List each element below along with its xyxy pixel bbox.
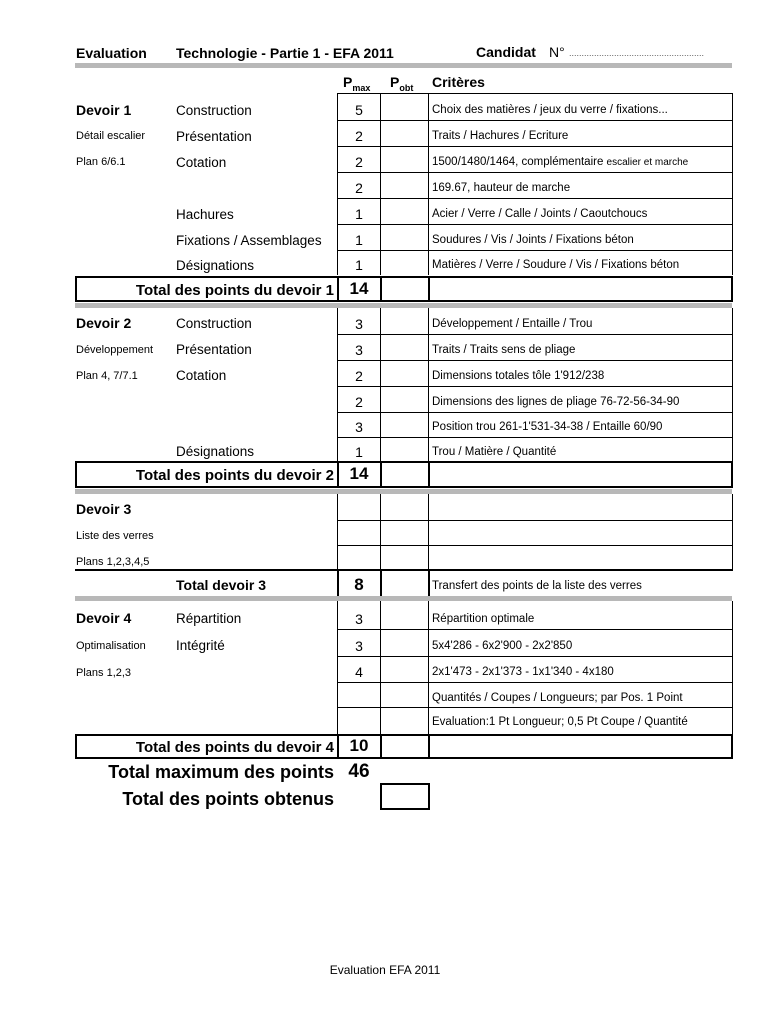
devoir2-pobt-input[interactable] [381,413,428,437]
devoir4-pobt-input[interactable] [381,657,428,682]
grid-line [428,461,430,488]
grid-line [428,601,429,734]
devoir1-row-label: Fixations / Assemblages [176,233,322,248]
devoir3-plan: Plans 1,2,3,4,5 [76,556,150,568]
devoir1-pmax: 1 [355,206,363,222]
devoir1-critere: 1500/1480/1464, complémentaire escalier et marche [432,156,689,168]
devoir4-total-value: 10 [349,736,369,755]
devoir2-total-label: Total des points du devoir 2 [135,467,334,484]
devoir1-pobt-input[interactable] [381,173,428,198]
devoir2-pmax: 3 [355,316,363,332]
total-max-value: 46 [348,761,370,782]
devoir2-critere: Dimensions totales tôle 1'912/238 [432,370,605,382]
grid-line [337,494,338,569]
section-divider [75,303,732,308]
devoir4-subtitle: Optimalisation [76,640,146,652]
devoir1-title: Devoir 1 [76,102,132,118]
devoir2-subtitle: Développement [76,344,154,356]
col-pmax-header: $P_{max}$ [343,74,371,93]
devoir1-total-label: Total des points du devoir 1 [135,282,334,299]
section-divider [75,596,732,601]
col-pobt-header: $P_{obt}$ [390,74,414,93]
devoir2-pmax: 2 [355,394,363,410]
header-candidat: Candidat [476,44,536,60]
header-numero: N° [549,44,565,60]
total-obtenus-label: Total des points obtenus [122,789,334,809]
devoir1-total-value: 14 [349,279,369,298]
grid-line [732,601,733,734]
devoir1-critere: Traits / Hachures / Ecriture [432,130,569,142]
devoir2-row-label: Présentation [176,342,252,357]
header-title: Technologie - Partie 1 - EFA 2011 [176,45,394,61]
devoir4-pmax: 3 [355,638,363,654]
devoir4-total-pobt-input[interactable] [382,736,428,757]
devoir1-pobt-input[interactable] [381,94,428,120]
grid-line [337,308,338,461]
devoir3-total-label: Total devoir 3 [176,577,266,593]
devoir4-pmax: 4 [355,664,363,680]
devoir2-total-pobt-input[interactable] [382,463,428,486]
devoir2-total-value: 14 [349,464,369,483]
header-rule [75,63,732,68]
devoir1-pmax: 2 [355,180,363,196]
devoir1-pmax: 1 [355,232,363,248]
devoir3-title: Devoir 3 [76,501,132,517]
devoir2-pmax: 3 [355,342,363,358]
page-footer: Evaluation EFA 2011 [329,963,441,977]
devoir2-pmax: 1 [355,444,363,460]
devoir4-critere: 2x1'473 - 2x1'373 - 1x1'340 - 4x180 [432,666,614,678]
devoir4-pobt-input[interactable] [381,708,428,734]
devoir1-critere: Matières / Verre / Soudure / Vis / Fixations béton [432,259,680,271]
total-obtenus-input[interactable] [380,783,430,810]
devoir4-critere: 5x4'286 - 6x2'900 - 2x2'850 [432,640,573,652]
devoir1-pobt-input[interactable] [381,121,428,146]
grid-line [428,734,430,759]
devoir2-critere: Traits / Traits sens de pliage [432,344,576,356]
devoir2-pobt-input[interactable] [381,309,428,334]
devoir3-pobt-input[interactable] [381,521,428,545]
devoir2-critere: Position trou 261-1'531-34-38 / Entaille 60/90 [432,421,663,433]
devoir2-title: Devoir 2 [76,315,132,331]
candidat-number-field[interactable]: ...................................................... [569,48,705,58]
devoir4-critere: Evaluation:1 Pt Longueur; 0,5 Pt Coupe / Quantité [432,716,688,728]
devoir1-subtitle: Détail escalier [76,130,146,142]
devoir3-total-value: 8 [354,575,364,594]
col-criteres-header: Critères [432,74,485,90]
devoir1-critere: Acier / Verre / Calle / Joints / Caoutchoucs [432,208,648,220]
devoir2-pobt-input[interactable] [381,361,428,386]
header-evaluation: Evaluation [76,45,147,61]
devoir4-row-label: Répartition [176,611,242,626]
devoir3-subtitle: Liste des verres [76,530,154,542]
devoir2-critere: Dimensions des lignes de pliage 76-72-56-34-90 [432,396,680,408]
grid-line [428,494,429,569]
grid-line [732,494,733,569]
devoir1-plan: Plan 6/6.1 [76,156,126,168]
devoir1-row-label: Construction [176,103,252,118]
devoir2-row-label: Désignations [176,444,255,459]
devoir1-pmax: 5 [355,102,363,118]
grid-line [428,569,430,596]
devoir2-pobt-input[interactable] [381,335,428,360]
grid-line [732,308,733,461]
total-max-label: Total maximum des points [108,762,334,782]
devoir4-row-label: Intégrité [176,638,225,653]
devoir1-critere: Soudures / Vis / Joints / Fixations béton [432,234,634,246]
devoir3-total-critere: Transfert des points de la liste des verres [432,580,642,592]
devoir4-total-label: Total des points du devoir 4 [135,739,334,756]
devoir4-title: Devoir 4 [76,610,132,626]
devoir4-pobt-input[interactable] [381,602,428,629]
devoir1-pobt-input[interactable] [381,199,428,224]
devoir1-row-label: Hachures [176,207,234,222]
devoir2-pobt-input[interactable] [381,438,428,461]
devoir4-pmax: 3 [355,611,363,627]
devoir1-row-label: Cotation [176,155,227,170]
devoir1-pmax: 2 [355,128,363,144]
grid-line [428,276,430,302]
devoir2-critere: Développement / Entaille / Trou [432,318,593,330]
devoir4-critere: Répartition optimale [432,613,535,625]
devoir1-critere: 169.67, hauteur de marche [432,182,571,194]
devoir2-critere: Trou / Matière / Quantité [432,446,557,458]
devoir4-pobt-input[interactable] [381,683,428,707]
devoir3-pobt-input[interactable] [381,546,428,569]
devoir1-pmax: 1 [355,257,363,273]
devoir1-critere: Choix des matières / jeux du verre / fixations... [432,104,668,116]
devoir4-critere: Quantités / Coupes / Longueurs; par Pos. 1 Point [432,692,683,704]
devoir1-total-pobt-input[interactable] [382,278,428,300]
devoir1-row-label: Désignations [176,258,255,273]
devoir1-row-label: Présentation [176,129,252,144]
devoir1-pobt-input[interactable] [381,251,428,276]
devoir2-plan: Plan 4, 7/7.1 [76,370,138,382]
devoir2-row-label: Construction [176,316,252,331]
grid-line [337,601,338,734]
devoir1-pobt-input[interactable] [381,225,428,250]
devoir1-pmax: 2 [355,154,363,170]
devoir2-row-label: Cotation [176,368,227,383]
devoir2-pmax: 3 [355,419,363,435]
devoir4-plan: Plans 1,2,3 [76,667,132,679]
devoir4-pobt-input[interactable] [381,630,428,656]
devoir2-pobt-input[interactable] [381,387,428,412]
grid-line [75,569,733,571]
devoir1-pobt-input[interactable] [381,147,428,172]
devoir3-total-pobt-input[interactable] [382,572,428,594]
devoir2-pmax: 2 [355,368,363,384]
section-divider [75,489,732,494]
grid-line [428,308,429,461]
devoir3-pobt-input[interactable] [381,495,428,520]
